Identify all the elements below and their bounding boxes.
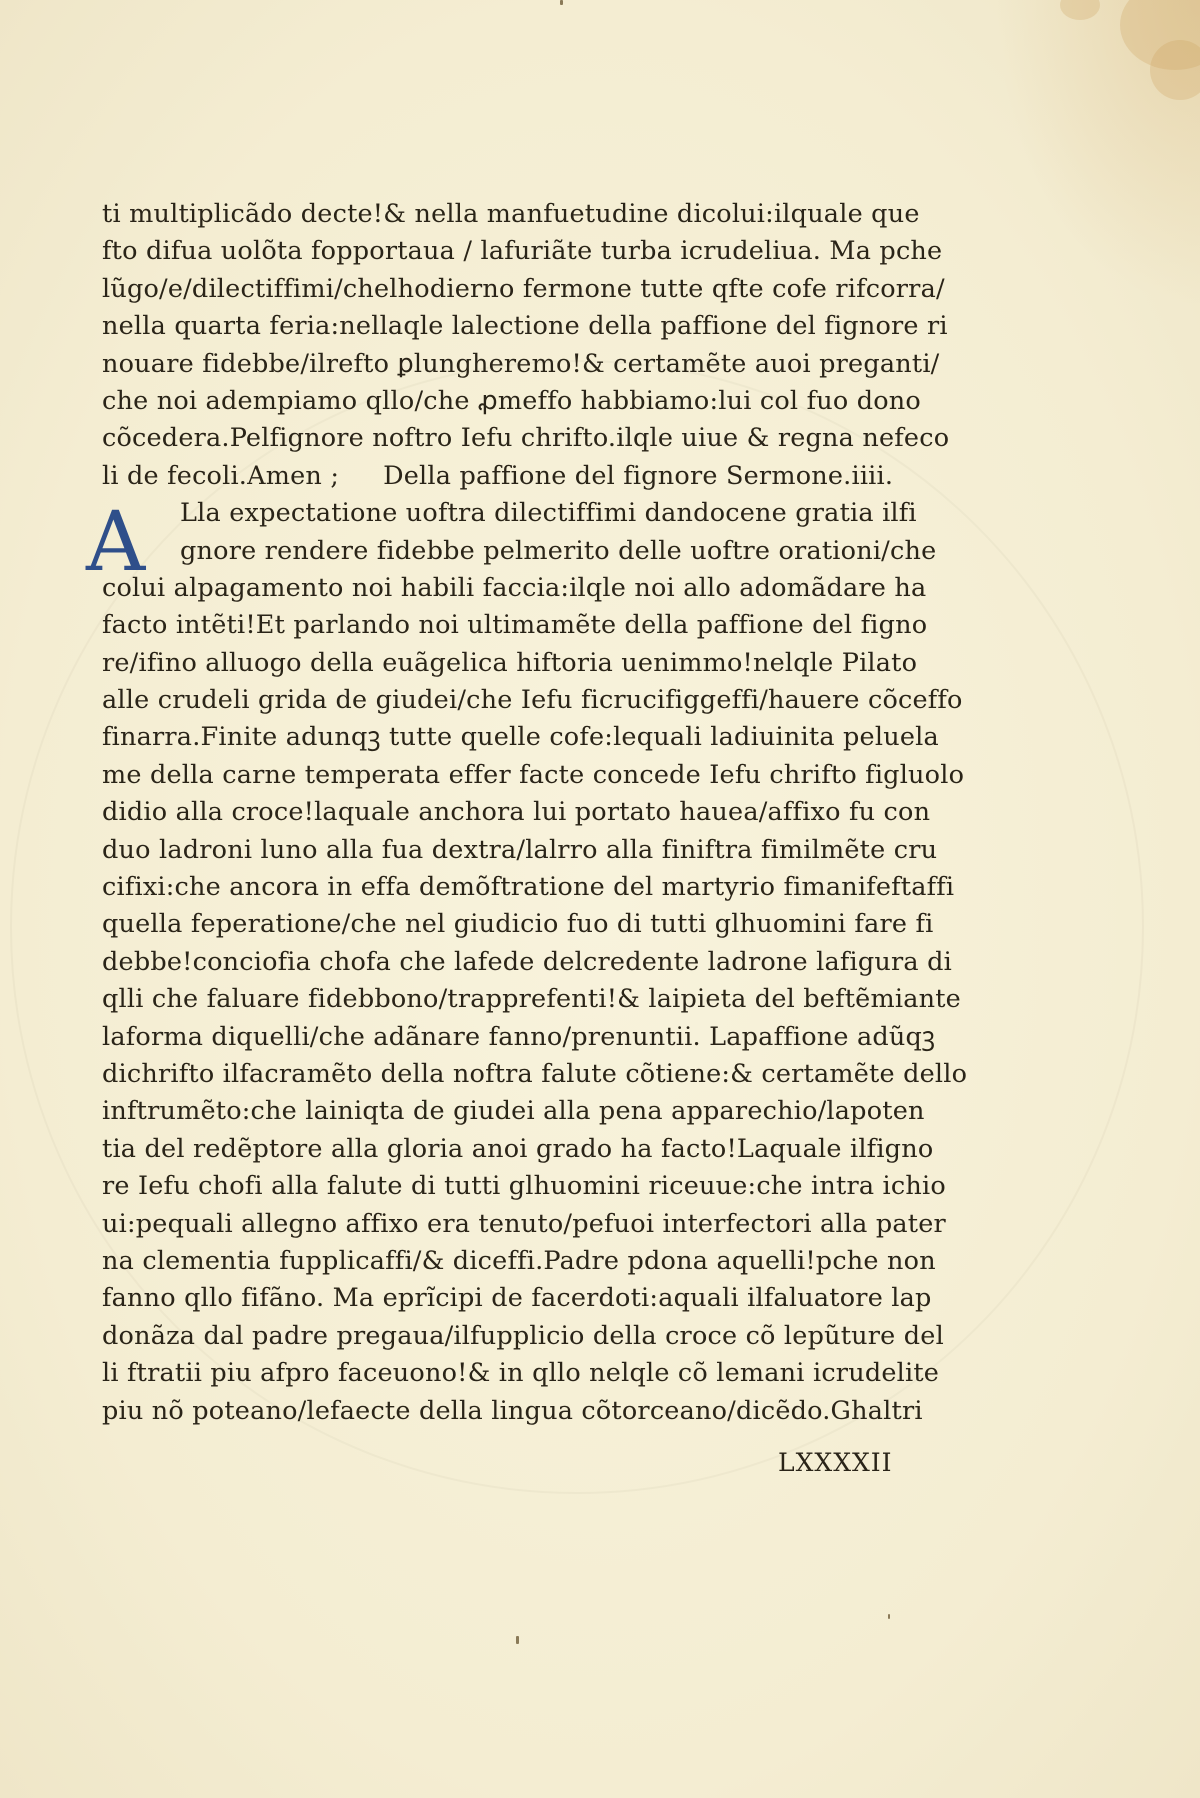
text-line: re/ifino alluogo della euãgelica hiftoria uenimmo!nelqle Pilato: [102, 647, 918, 678]
text-line: che noi adempiamo qllo/che ꝓmeffo habbiamo:lui col fuo dono: [102, 385, 921, 416]
text-line: facto intẽti!Et parlando noi ultimamẽte della paffione del figno: [102, 610, 928, 641]
text-line: cõcedera.Pelfignore noftro Iefu chrifto.ilqle uiue & regna nefeco: [102, 423, 950, 454]
text-line: fanno qllo fifãno. Ma eprĩcipi de facerdoti:aquali ilfaluatore lap: [102, 1283, 932, 1314]
text-line: dichrifto ilfacramẽto della noftra falute cõtiene:& certamẽte dello: [102, 1058, 968, 1089]
sermon-heading: Della paffione del fignore Sermone.iiii.: [383, 460, 894, 491]
text-line: debbe!conciofia chofa che lafede delcredente ladrone lafigura di: [102, 946, 952, 977]
text-line-with-heading: [102, 458, 942, 495]
text-line: lũgo/e/dilectiffimi/chelhodierno fermone tutte qfte cofe rifcorra/: [102, 273, 945, 304]
text-line: donãza dal padre pregaua/ilfupplicio della croce cõ lepũture del: [102, 1320, 944, 1351]
text-line: laforma diquelli/che adãnare fanno/prenuntii. Lapaffione adũqꝫ: [102, 1021, 936, 1052]
text-line: colui alpagamento noi habili faccia:ilqle noi allo adomãdare ha: [102, 572, 927, 603]
text-line: finarra.Finite adunqꝫ tutte quelle cofe:lequali ladiuinita peluela: [102, 722, 939, 753]
text-line: cifixi:che ancora in effa demõftratione del martyrio fimanifeftaffi: [102, 872, 955, 903]
ink-speck: [516, 1636, 519, 1644]
text-line: fto difua uolõta fopportaua / lafuriãte turba icrudeliua. Ma pche: [102, 236, 943, 267]
text-line: ui:pequali allegno affixo era tenuto/pefuoi interfectori alla pater: [102, 1208, 946, 1239]
text-line: nella quarta feria:nellaqle lalectione della paffione del fignore ri: [102, 311, 948, 342]
text-line: ti multiplicãdo decte!& nella manfuetudine dicolui:ilquale que: [102, 199, 920, 229]
text-line: re Iefu chofi alla falute di tutti glhuomini riceuue:che intra ichio: [102, 1171, 946, 1202]
folio-number: LXXXXII: [778, 1448, 893, 1477]
text-line: didio alla croce!laquale anchora lui portato hauea/affixo fu con: [102, 797, 931, 828]
text-line: inftrumẽto:che lainiqta de giudei alla pena apparechio/lapoten: [102, 1096, 925, 1127]
ink-speck: [888, 1614, 890, 1619]
decorated-initial: A: [86, 495, 146, 590]
text-line: nouare fidebbe/ilrefto ꝑlungheremo!& certamẽte auoi preganti/: [102, 348, 940, 379]
text-line: li de fecoli.Amen ;: [102, 460, 340, 491]
paper-stain: [1060, 0, 1100, 20]
text-line: duo ladroni luno alla fua dextra/lalrro alla finiftra fimilmẽte cru: [102, 834, 938, 865]
text-line: li ftratii piu afpro faceuono!& in qllo nelqle cõ lemani icrudelite: [102, 1358, 940, 1389]
text-line: na clementia fupplicaffi/& diceffi.Padre pdona aquelli!pche non: [102, 1245, 936, 1276]
paper-stain: [1150, 40, 1200, 100]
text-line: tia del redẽptore alla gloria anoi grado ha facto!Laquale ilfigno: [102, 1133, 934, 1164]
text-line: quella feperatione/che nel giudicio fuo di tutti glhuomini fare fi: [102, 909, 934, 940]
ink-speck: [560, 0, 563, 5]
text-line: qlli che faluare fidebbono/trapprefenti!& laipieta del beftẽmiante: [102, 984, 961, 1015]
text-line: alle crudeli grida de giudei/che Iefu ficrucifiggeffi/hauere cõceffo: [102, 685, 963, 716]
text-line: me della carne temperata effer facte concede Iefu chrifto figluolo: [102, 759, 965, 790]
text-line: piu nõ poteano/lefaecte della lingua cõtorceano/dicẽdo.Ghaltri: [102, 1395, 923, 1426]
text-line: Lla expectatione uoftra dilectiffimi dandocene gratia ilfi: [180, 498, 917, 529]
text-line: gnore rendere fidebbe pelmerito delle uoftre orationi/che: [180, 535, 937, 566]
body-text: [102, 196, 968, 1430]
